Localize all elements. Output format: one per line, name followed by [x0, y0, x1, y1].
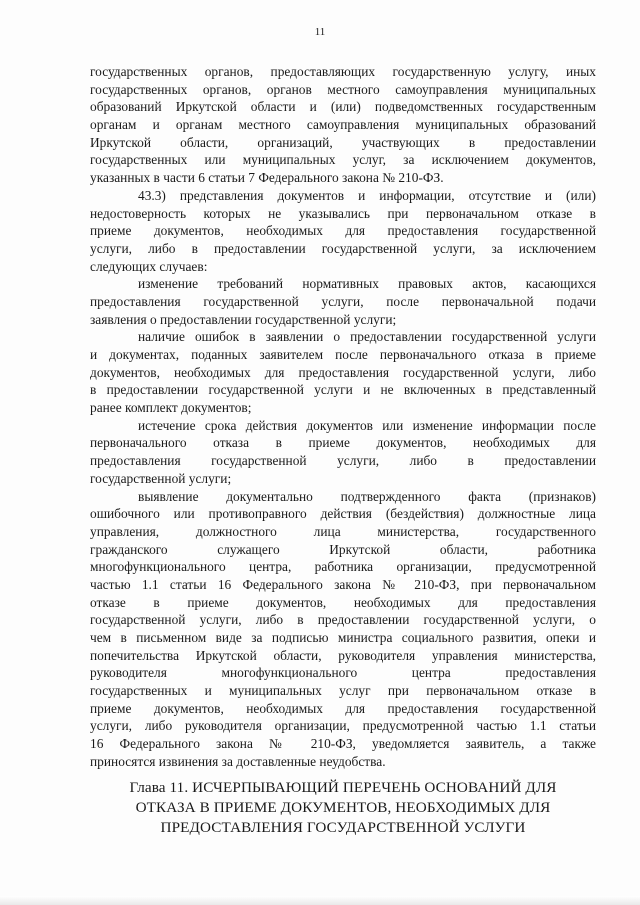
text-line: выявление документально подтвержденного факта (признаков)	[138, 488, 596, 504]
text-line: государственных органов, органов местного самоуправления муниципальных	[90, 81, 596, 97]
text-line: приносятся извинения за доставленные неудобства.	[90, 753, 386, 769]
text-line: документов, необходимых для предоставления государственной услуги, либо	[90, 364, 596, 380]
text-line: заявления о предоставлении государственной услуги;	[90, 311, 397, 327]
text-line: гражданского служащего Иркутской области, работника	[90, 541, 596, 557]
text-line: отказе в приеме документов, необходимых для предоставления	[90, 594, 596, 610]
text-line: ошибочного или противоправного действия (бездействия) должностные лица	[90, 506, 596, 522]
body-text	[90, 63, 596, 771]
text-line: недостоверность которых не указывались при первоначальном отказе в	[90, 205, 596, 221]
text-line: в предоставлении государственной услуги и не включенных в представленный	[90, 382, 596, 398]
text-line: многофункционального центра, работника организации, предусмотренной	[90, 559, 596, 575]
text-line: приеме документов, необходимых для предоставления государственной	[90, 223, 596, 239]
text-line: Иркутской области, организаций, участвующих в предоставлении	[90, 134, 596, 150]
text-line: чем в письменном виде за подписью министра социального развития, опеки и	[90, 630, 596, 645]
text-line: истечение срока действия документов или изменение информации после	[138, 417, 596, 433]
text-line: государственных или муниципальных услуг, за исключением документов,	[90, 152, 596, 168]
text-line: ранее комплект документов;	[90, 400, 252, 416]
text-line: органам и органам местного самоуправления муниципальных образований	[90, 117, 596, 133]
text-line: указанных в части 6 статьи 7 Федерального закона № 210-ФЗ.	[90, 170, 444, 186]
chapter-heading-line: ПРЕДОСТАВЛЕНИЯ ГОСУДАРСТВЕННОЙ УСЛУГИ	[160, 819, 526, 836]
text-line: государственной услуги;	[90, 470, 232, 486]
page-number: 11	[314, 26, 326, 38]
text-line: и документах, поданных заявителем после первоначального отказа в приеме	[90, 347, 596, 362]
text-line: частью 1.1 статьи 16 Федерального закона № 210-ФЗ, при первоначальном	[90, 576, 596, 592]
text-line: наличие ошибок в заявлении о предоставлении государственной услуги	[138, 329, 596, 345]
text-line: приеме документов, необходимых для предоставления государственной	[90, 700, 596, 716]
chapter-heading	[90, 778, 596, 838]
chapter-heading-line: Глава 11. ИСЧЕРПЫВАЮЩИЙ ПЕРЕЧЕНЬ ОСНОВАНИЙ ДЛЯ	[129, 779, 557, 796]
text-line: первоначального отказа в приеме документов, необходимых для	[90, 435, 596, 451]
text-line: услуги, либо в предоставлении государственной услуги, за исключением	[90, 240, 596, 256]
text-line: образований Иркутской области и (или) подведомственных государственным	[90, 99, 596, 115]
text-line: государственных органов, предоставляющих государственную услугу, иных	[90, 64, 596, 79]
text-line: 43.3) представления документов и информации, отсутствие и (или)	[138, 187, 596, 203]
text-line: предоставления государственной услуги, либо в предоставлении	[90, 453, 596, 469]
text-line: предоставления государственной услуги, после первоначальной подачи	[90, 293, 596, 309]
text-line: государственной услуги, либо в предоставлении государственной услуги, о	[90, 612, 596, 628]
text-line: руководителя многофункционального центра предоставления	[90, 665, 596, 681]
scan-bottom-edge	[0, 896, 640, 905]
text-line: попечительства Иркутской области, руководителя управления министерства,	[90, 647, 596, 663]
text-line: управления, должностного лица министерства, государственного	[90, 523, 596, 539]
chapter-heading-line: ОТКАЗА В ПРИЕМЕ ДОКУМЕНТОВ, НЕОБХОДИМЫХ ДЛЯ	[135, 799, 551, 816]
text-line: 16 Федерального закона № 210-ФЗ, уведомляется заявитель, а также	[90, 736, 596, 752]
text-line: следующих случаев:	[90, 258, 208, 274]
text-line: изменение требований нормативных правовых актов, касающихся	[138, 276, 596, 292]
text-line: услуги, либо руководителя организации, предусмотренной частью 1.1 статьи	[90, 718, 596, 734]
text-line: государственных и муниципальных услуг при первоначальном отказе в	[90, 683, 596, 699]
